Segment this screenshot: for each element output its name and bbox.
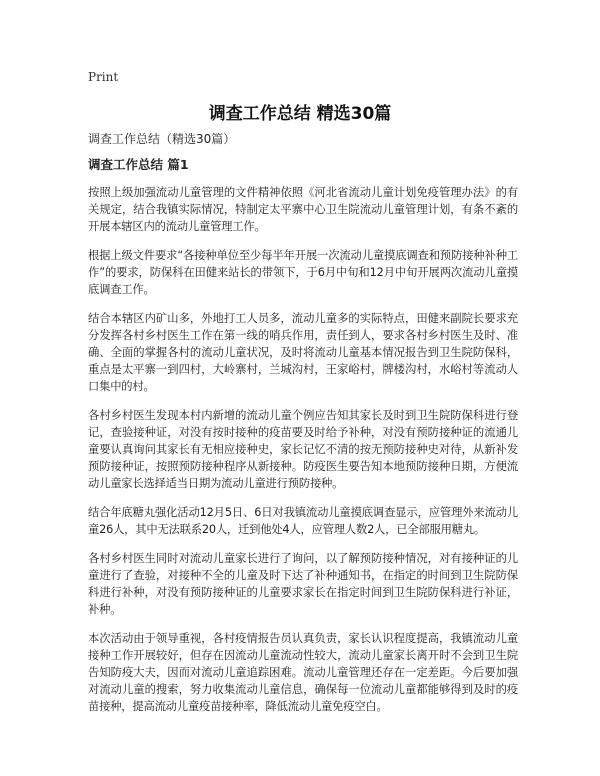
document-subtitle: 调查工作总结（精选30篇） bbox=[88, 132, 236, 146]
document-title: 调查工作总结 精选30篇 bbox=[208, 104, 392, 124]
paragraph-3: 结合本辖区内矿山多，外地打工人员多，流动儿童多的实际特点，田健来副院长要求充分发挥各村乡村医生工作在第一线的哨兵作用，责任到人，要求各村乡村医生及时、准确、全面的掌握各村的流动儿童状况，及时将流动儿童基本情况报告到卫生院防保科，重点是太平寨一到四村，大岭寨村，兰城沟村，王家峪村，牌楼沟村，水峪村等流动人口集中的村。 bbox=[88, 312, 518, 393]
print-link[interactable]: Print bbox=[88, 70, 119, 84]
paragraph-2: 根据上级文件要求“各接种单位至少每半年开展一次流动儿童摸底调查和预防接种补种工作”的要求，防保科在田健来站长的带领下，于6月中旬和12月中旬开展两次流动儿童摸底调查工作。 bbox=[88, 249, 518, 296]
paragraph-5: 结合年底糖丸强化活动12月5日、6日对我镇流动儿童摸底调查显示，应管理外来流动儿童26人，其中无法联系20人，迁到他处4人，应管理人数2人，已全部服用糖丸。 bbox=[88, 506, 518, 536]
document-body bbox=[88, 131, 518, 727]
section-heading: 调查工作总结 篇1 bbox=[88, 157, 189, 172]
paragraph-6: 各村乡村医生同时对流动儿童家长进行了询问，以了解预防接种情况，对有接种证的儿童进行了查验，对接种不全的儿童及时下达了补种通知书，在指定的时间到卫生院防保科进行补种，对没有预防接种证的儿童要求家长在指定时间到卫生院防保科进行补证，补种。 bbox=[88, 552, 518, 616]
paragraph-7: 本次活动由于领导重视，各村疫情报告员认真负责，家长认识程度提高，我镇流动儿童接种工作开展较好，但存在因流动儿童流动性较大，流动儿童家长离开时不会到卫生院告知防疫大夫，因而对流动儿童追踪困难。流动儿童管理还存在一定差距。今后要加强对流动儿童的搜索，努力收集流动儿童信息，确保每一位流动儿童都能够得到及时的疫苗接种，提高流动儿童疫苗接种率，降低流动儿童免疫空白。 bbox=[88, 632, 518, 713]
paragraph-4: 各村乡村医生发现本村内新增的流动儿童个例应告知其家长及时到卫生院防保科进行登记，查验接种证，对没有按时接种的疫苗要及时给予补种，对没有预防接种证的流通儿童要认真询问其家长有无相应接种史，家长记忆不清的按无预防接种史对待，从新补发预防接种证，按照预防接种程序从新接种。防疫医生要告知本地预防接种日期，方便流动儿童家长选择适当日期为流动儿童进行预防接种。 bbox=[88, 409, 518, 490]
paragraph-1: 按照上级加强流动儿童管理的文件精神依照《河北省流动儿童计划免疫管理办法》的有关规定，结合我镇实际情况，特制定太平寨中心卫生院流动儿童管理计划，有条不紊的开展本辖区内的流动儿童管理工作。 bbox=[88, 186, 518, 233]
